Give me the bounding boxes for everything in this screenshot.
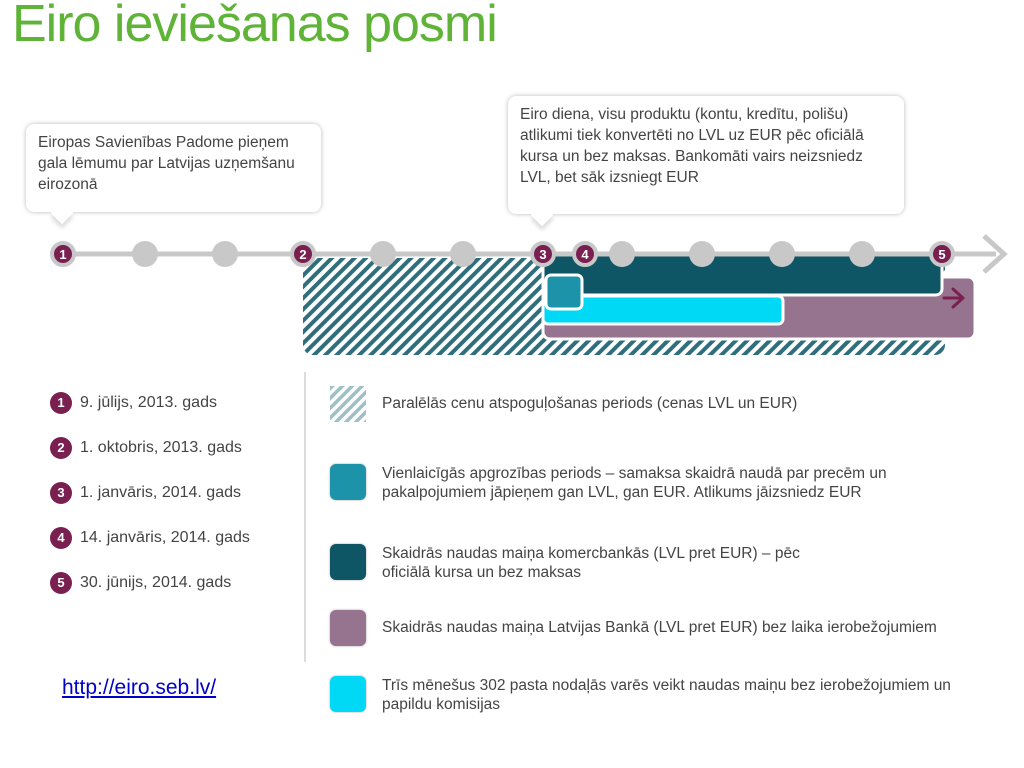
date-text: 30. jūnijs, 2014. gads: [80, 573, 232, 591]
timeline-dot: [689, 241, 715, 267]
date-text: 1. janvāris, 2014. gads: [80, 483, 241, 501]
date-row-3: [50, 470, 250, 515]
legend-text: Trīs mēnešus 302 pasta nodaļās varēs veikt naudas maiņu bez ierobežojumiem un papildu komisijas: [382, 677, 951, 713]
milestone-2-label: 2: [299, 247, 307, 262]
date-number-badge: 5: [50, 572, 72, 594]
callout-eu-decision-text: Eiropas Savienības Padome pieņem gala lēmumu par Latvijas uzņemšanu eirozonā: [38, 134, 295, 193]
date-text: 14. janvāris, 2014. gads: [80, 528, 250, 546]
dark-teal-swatch: [330, 544, 366, 580]
timeline-dot: [450, 241, 476, 267]
legend-text: Skaidrās naudas maiņa komercbankās (LVL pret EUR) – pēc oficiālā kursa un bez maksas: [382, 545, 800, 581]
page-title: Eiro ieviešanas posmi: [12, 0, 497, 53]
timeline-dot: [132, 241, 158, 267]
milestone-4-label: 4: [581, 247, 589, 262]
legend-item-post-office: [330, 676, 1010, 714]
milestone-5: [931, 243, 953, 265]
date-row-1: [50, 380, 250, 425]
divider: [304, 372, 306, 662]
timeline-dot: [370, 241, 396, 267]
timeline-dot: [849, 241, 875, 267]
cyan-swatch: [330, 676, 366, 712]
date-number-badge: 2: [50, 437, 72, 459]
purple-swatch: [330, 610, 366, 646]
date-number-badge: 3: [50, 482, 72, 504]
milestone-2: [292, 243, 314, 265]
period-commercial-bank-exchange: [543, 255, 942, 295]
date-number-badge: 1: [50, 392, 72, 414]
callout-euro-day-text: Eiro diena, visu produktu (kontu, kredītu, polišu) atlikumi tiek konvertēti no LVL uz EUR pēc oficiālā kursa un bez maksas. Bankomāti vairs neizsniedz LVL, bet sāk izsniegt EUR: [520, 106, 864, 186]
timeline-graphic: [0, 225, 1024, 365]
milestone-dates-list: [50, 380, 250, 605]
period-dual-circulation: [546, 275, 582, 309]
legend-item-parallel-prices: [330, 386, 990, 422]
callout-euro-day: [508, 96, 904, 214]
legend-item-commercial-bank: [330, 544, 990, 582]
seb-link[interactable]: http://eiro.seb.lv/: [62, 676, 217, 699]
timeline-dot: [769, 241, 795, 267]
timeline-dot: [609, 241, 635, 267]
timeline-dot: [212, 241, 238, 267]
teal-swatch: [330, 464, 366, 500]
milestone-1: [52, 243, 74, 265]
legend-item-dual-circulation: [330, 464, 990, 502]
date-text: 9. jūlijs, 2013. gads: [80, 393, 217, 411]
legend-text: Paralēlās cenu atspoguļošanas periods (cenas LVL un EUR): [382, 395, 798, 412]
legend-item-latvijas-banka: [330, 610, 1010, 646]
date-row-4: [50, 515, 250, 560]
date-row-2: [50, 425, 250, 470]
milestone-3: [532, 243, 554, 265]
milestone-1-label: 1: [59, 247, 67, 262]
date-text: 1. oktobris, 2013. gads: [80, 438, 242, 456]
legend-text: Vienlaicīgās apgrozības periods – samaksa skaidrā naudā par precēm un pakalpojumiem jāpieņem gan LVL, gan EUR. Atlikums jāizsniedz EUR: [382, 465, 887, 501]
date-row-5: [50, 560, 250, 605]
legend-text: Skaidrās naudas maiņa Latvijas Bankā (LVL pret EUR) bez laika ierobežojumiem: [382, 619, 937, 636]
date-number-badge: 4: [50, 527, 72, 549]
callout-eu-decision: [26, 124, 321, 212]
milestone-5-label: 5: [938, 247, 946, 262]
milestone-4: [574, 243, 596, 265]
milestone-3-label: 3: [539, 247, 547, 262]
hatch-swatch-icon: [330, 386, 366, 422]
